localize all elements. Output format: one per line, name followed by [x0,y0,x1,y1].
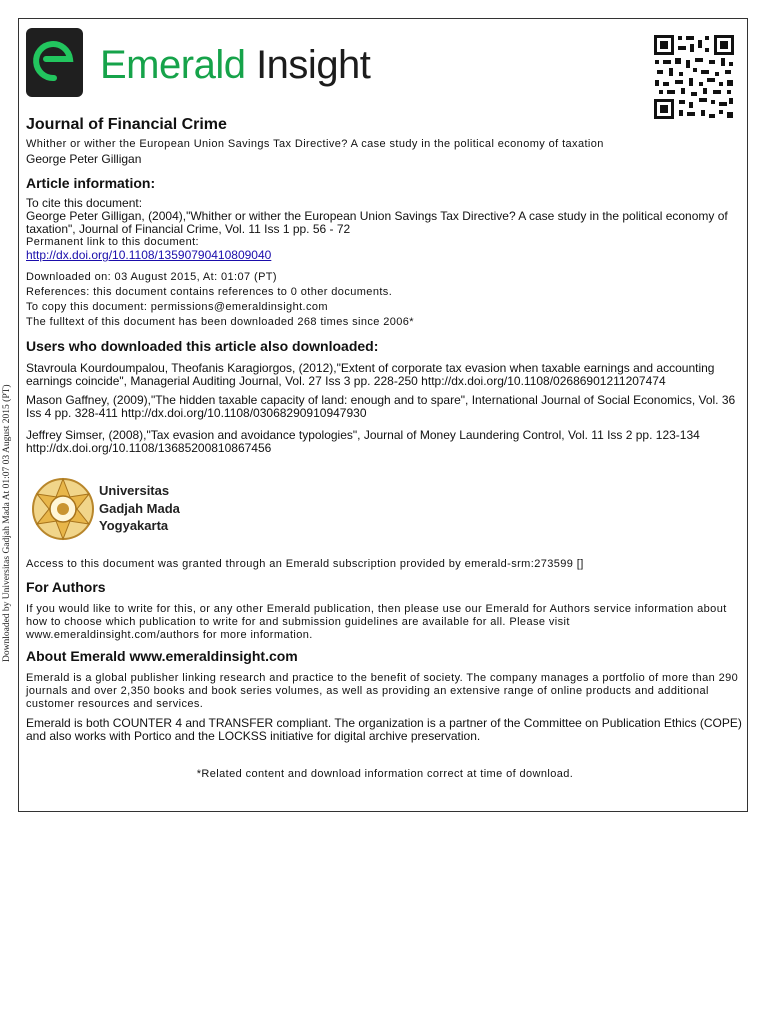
related-item[interactable]: Stavroula Kourdoumpalou, Theofanis Karagiorgos, (2012),"Extent of corporate tax evasion when taxable earnings and accounting earnings coincide", Managerial Auditing Journal, Vol. 27 Iss 3 pp. 228-250 http://dx.doi.org/10.1108/02686901211207474 [26,361,715,388]
for-authors-text: If you would like to write for this, or any other Emerald publication, then please use our Emerald for Authors service information about how to choose which publication to write for and submission guidelines are available for all. Please visit www.emeraldinsight.com/authors for more information. [26,603,727,641]
university-line1: Universitas [99,483,170,498]
university-name [99,482,180,535]
footnote: *Related content and download information correct at time of download. [196,768,574,780]
about-heading: About Emerald www.emeraldinsight.com [26,648,298,664]
brand-name-part2: Insight [245,43,371,87]
references-note: References: this document contains references to 0 other documents. [26,286,393,298]
permanent-link-label: Permanent link to this document: [26,236,199,248]
downloaded-on: Downloaded on: 03 August 2015, At: 01:07 (PT) [26,271,277,283]
access-note: Access to this document was granted through an Emerald subscription provided by emerald-srm:273599 [] [26,558,584,570]
journal-title: Journal of Financial Crime [26,116,227,133]
article-title: Whither or wither the European Union Savings Tax Directive? A case study in the political economy of taxation [26,138,604,150]
for-authors-heading: For Authors [26,579,106,595]
university-line3: Yogyakarta [99,518,169,533]
emerald-e-icon [26,28,83,97]
about-para1: Emerald is a global publisher linking research and practice to the benefit of society. The company manages a portfolio of more than 290 journals and over 2,350 books and book series volumes, as well as providing an extensive range of online products and additional customer resources and services. [26,672,739,710]
brand-logo-text[interactable] [100,42,370,88]
fulltext-note: The fulltext of this document has been downloaded 268 times since 2006* [26,316,414,328]
qr-code-icon [653,34,735,120]
university-line2: Gadjah Mada [99,500,180,516]
article-info-heading: Article information: [26,175,156,191]
brand-name-part1: Emerald [100,43,246,87]
copy-note: To copy this document: permissions@emeraldinsight.com [26,301,328,313]
about-para2: Emerald is both COUNTER 4 and TRANSFER compliant. The organization is a partner of the Committee on Publication Ethics (COPE) and also works with Portico and the LOCKSS initiative for digital archive preservation. [26,716,742,743]
side-download-note: Downloaded by Universitas Gadjah Mada At 01:07 03 August 2015 (PT) [2,384,12,662]
also-downloaded-heading: Users who downloaded this article also downloaded: [26,338,379,354]
related-item[interactable]: Jeffrey Simser, (2008),"Tax evasion and avoidance typologies", Journal of Money Laundering Control, Vol. 11 Iss 2 pp. 123-134 http://dx.doi.org/10.1108/13685200810867456 [26,428,700,455]
cite-label: To cite this document: [26,196,143,210]
ugm-emblem-icon [30,475,96,543]
author-name: George Peter Gilligan [26,152,142,166]
citation-text: George Peter Gilligan, (2004),"Whither or wither the European Union Savings Tax Directive? A case study in the political economy of taxation", Journal of Financial Crime, Vol. 11 Iss 1 pp. 56 - 72 [26,209,728,236]
doi-link[interactable]: http://dx.doi.org/10.1108/13590790410809040 [26,248,272,262]
related-item[interactable]: Mason Gaffney, (2009),"The hidden taxable capacity of land: enough and to spare", International Journal of Social Economics, Vol. 36 Iss 4 pp. 328-411 http://dx.doi.org/10.1108/03068290910947930 [26,393,736,420]
